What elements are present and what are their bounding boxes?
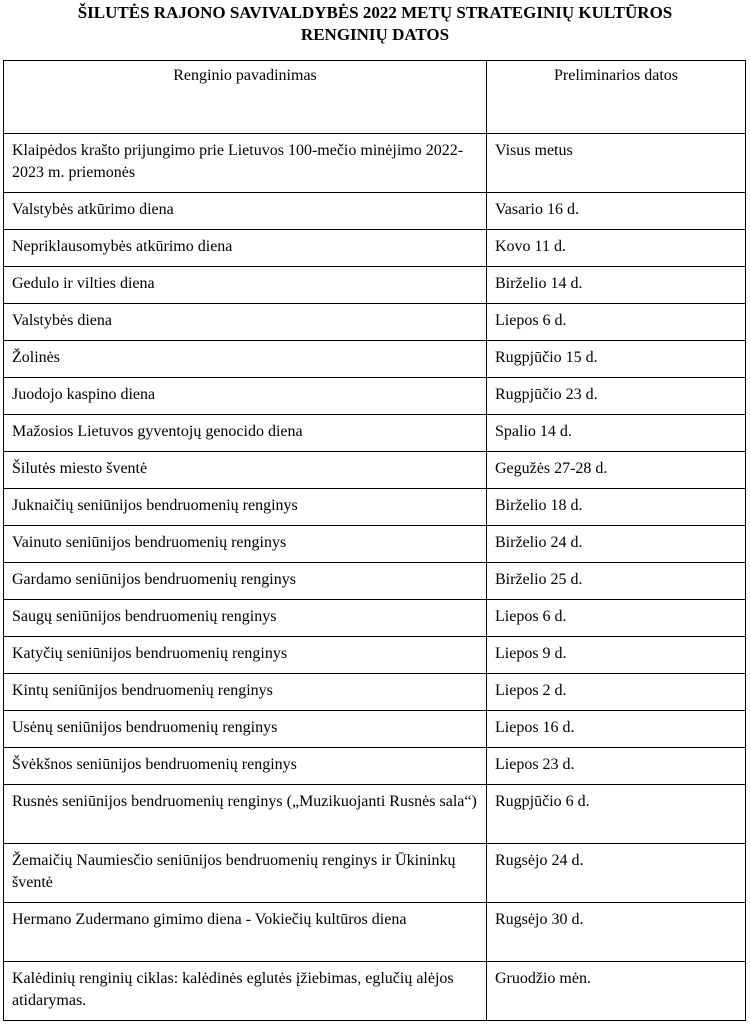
event-date-cell: Liepos 6 d. (487, 304, 746, 341)
title-line-1: ŠILUTĖS RAJONO SAVIVALDYBĖS 2022 METŲ STRATEGINIŲ KULTŪROS (77, 3, 673, 22)
table-header-row (4, 61, 746, 134)
events-table (3, 60, 746, 1021)
table-row (4, 563, 746, 600)
event-name-cell: Švėkšnos seniūnijos bendruomenių renginys (4, 748, 487, 785)
event-name-cell: Šilutės miesto šventė (4, 452, 487, 489)
event-name-cell: Žolinės (4, 341, 487, 378)
table-row (4, 526, 746, 563)
event-name-cell: Usėnų seniūnijos bendruomenių renginys (4, 711, 487, 748)
event-name-cell: Katyčių seniūnijos bendruomenių renginys (4, 637, 487, 674)
table-row (4, 378, 746, 415)
event-name-cell: Saugų seniūnijos bendruomenių renginys (4, 600, 487, 637)
event-name-cell: Klaipėdos krašto prijungimo prie Lietuvos 100-mečio minėjimo 2022-2023 m. priemonės (4, 134, 487, 193)
table-row (4, 674, 746, 711)
event-date-cell: Visus metus (487, 134, 746, 193)
event-name-cell: Gardamo seniūnijos bendruomenių renginys (4, 563, 487, 600)
title-line-2: RENGINIŲ DATOS (300, 25, 450, 44)
event-date-cell: Liepos 16 d. (487, 711, 746, 748)
table-row (4, 304, 746, 341)
event-date-cell: Birželio 24 d. (487, 526, 746, 563)
event-date-cell: Rugpjūčio 15 d. (487, 341, 746, 378)
event-date-cell: Liepos 23 d. (487, 748, 746, 785)
table-row (4, 903, 746, 962)
event-date-cell: Gruodžio mėn. (487, 962, 746, 1021)
header-dates: Preliminarios datos (487, 61, 746, 134)
event-name-cell: Kalėdinių renginių ciklas: kalėdinės eglutės įžiebimas, eglučių alėjos atidarymas. (4, 962, 487, 1021)
event-name-cell: Juknaičių seniūnijos bendruomenių renginys (4, 489, 487, 526)
table-row (4, 844, 746, 903)
table-row (4, 962, 746, 1021)
event-date-cell: Vasario 16 d. (487, 193, 746, 230)
table-row (4, 637, 746, 674)
event-name-cell: Juodojo kaspino diena (4, 378, 487, 415)
event-date-cell: Kovo 11 d. (487, 230, 746, 267)
event-date-cell: Spalio 14 d. (487, 415, 746, 452)
event-name-cell: Kintų seniūnijos bendruomenių renginys (4, 674, 487, 711)
event-name-cell: Gedulo ir vilties diena (4, 267, 487, 304)
event-date-cell: Gegužės 27-28 d. (487, 452, 746, 489)
event-date-cell: Liepos 9 d. (487, 637, 746, 674)
table-row (4, 134, 746, 193)
event-name-cell: Hermano Zudermano gimimo diena - Vokiečių kultūros diena (4, 903, 487, 962)
event-name-cell: Rusnės seniūnijos bendruomenių renginys („Muzikuojanti Rusnės sala“) (4, 785, 487, 844)
table-row (4, 785, 746, 844)
table-row (4, 415, 746, 452)
event-name-cell: Žemaičių Naumiesčio seniūnijos bendruomenių renginys ir Ūkininkų šventė (4, 844, 487, 903)
event-date-cell: Rugsėjo 30 d. (487, 903, 746, 962)
table-row (4, 600, 746, 637)
event-date-cell: Liepos 2 d. (487, 674, 746, 711)
table-row (4, 748, 746, 785)
event-name-cell: Valstybės atkūrimo diena (4, 193, 487, 230)
event-name-cell: Mažosios Lietuvos gyventojų genocido diena (4, 415, 487, 452)
table-row (4, 341, 746, 378)
event-date-cell: Birželio 25 d. (487, 563, 746, 600)
event-date-cell: Rugpjūčio 23 d. (487, 378, 746, 415)
event-date-cell: Rugsėjo 24 d. (487, 844, 746, 903)
event-name-cell: Valstybės diena (4, 304, 487, 341)
table-row (4, 489, 746, 526)
table-row (4, 193, 746, 230)
event-date-cell: Liepos 6 d. (487, 600, 746, 637)
table-row (4, 452, 746, 489)
event-name-cell: Nepriklausomybės atkūrimo diena (4, 230, 487, 267)
event-date-cell: Birželio 14 d. (487, 267, 746, 304)
table-body (4, 134, 746, 1021)
document-title (0, 2, 750, 46)
table-row (4, 711, 746, 748)
table-row (4, 230, 746, 267)
event-date-cell: Rugpjūčio 6 d. (487, 785, 746, 844)
event-date-cell: Birželio 18 d. (487, 489, 746, 526)
event-name-cell: Vainuto seniūnijos bendruomenių renginys (4, 526, 487, 563)
table-row (4, 267, 746, 304)
header-event-name: Renginio pavadinimas (4, 61, 487, 134)
